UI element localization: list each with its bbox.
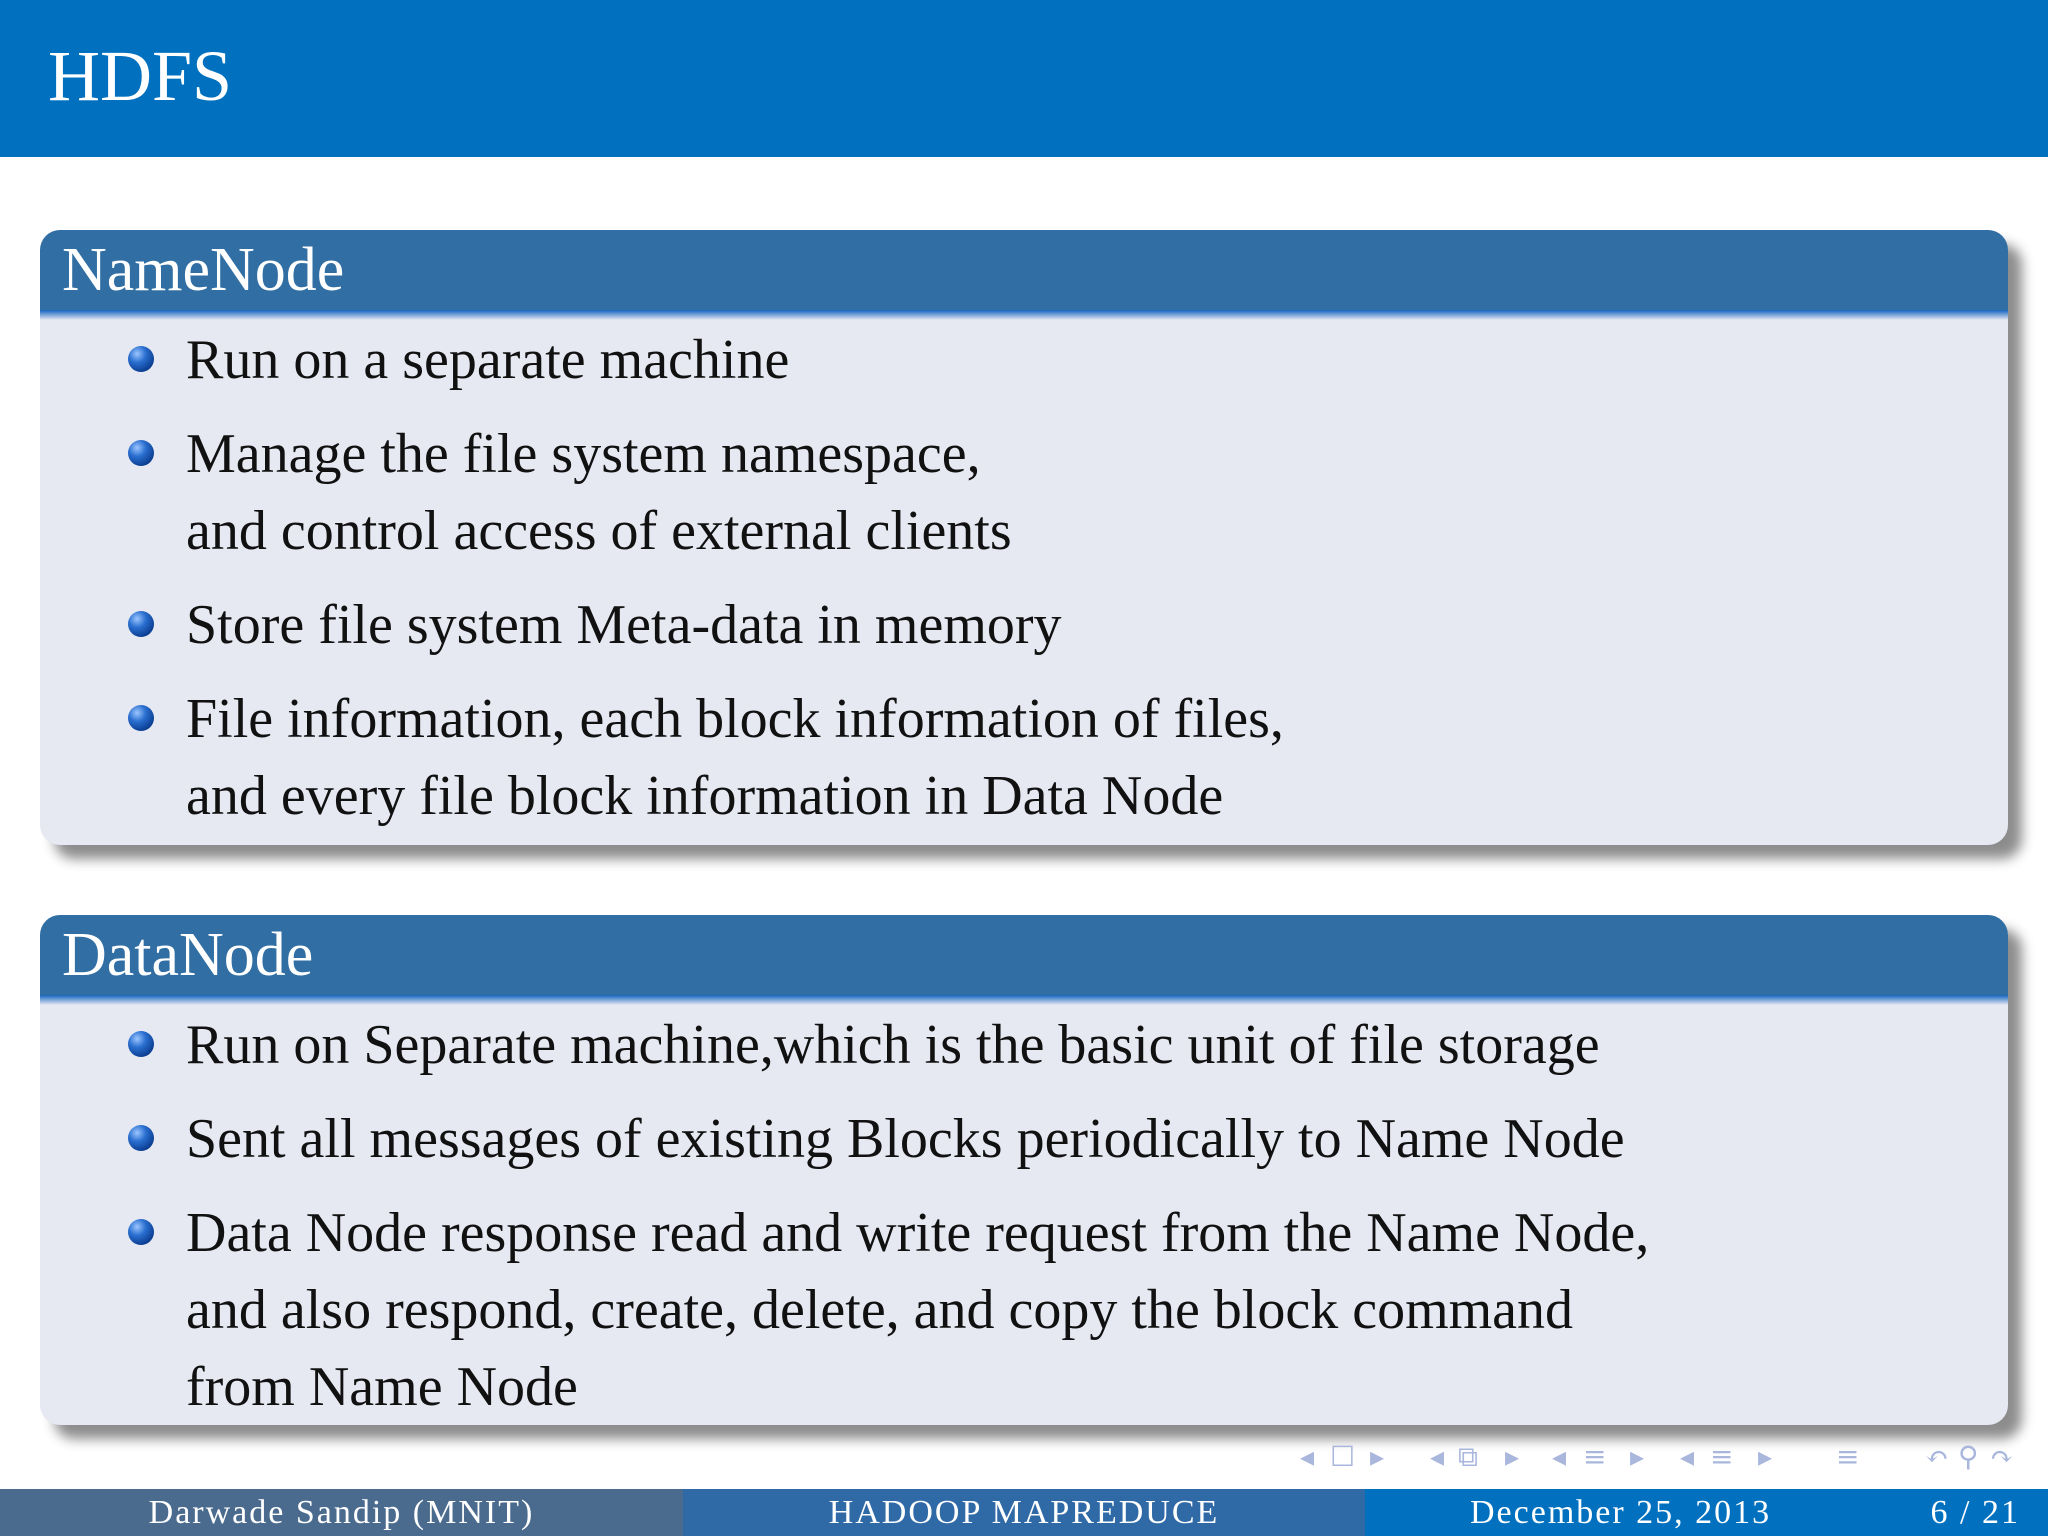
bullet-icon	[128, 440, 154, 466]
footer-title: HADOOP MAPREDUCE	[683, 1489, 1365, 1536]
page-number: 6 / 21	[1930, 1494, 2020, 1531]
back-icon[interactable]: ↶	[1925, 1440, 1949, 1473]
list-item	[40, 1195, 2008, 1426]
section-icon[interactable]: ≡	[1583, 1440, 1607, 1473]
block-title: NameNode	[62, 236, 345, 304]
search-icon[interactable]: ⚲	[1958, 1440, 1979, 1473]
bullet-icon	[128, 1125, 154, 1151]
list-item	[40, 416, 2008, 570]
slide-footer	[0, 1489, 2048, 1536]
slide-icon[interactable]: ≡	[1710, 1440, 1734, 1473]
item-text: Run on a separate machine	[186, 329, 790, 391]
footer-date-page	[1365, 1489, 2048, 1536]
bullet-icon	[128, 611, 154, 637]
prev-frame-icon[interactable]: ◂	[1300, 1440, 1315, 1473]
item-text: and also respond, create, delete, and copy the block command	[186, 1279, 1574, 1341]
item-text: File information, each block information of files,	[186, 688, 1284, 750]
slide-title-bar	[0, 0, 2048, 157]
bullet-icon	[128, 705, 154, 731]
block-title: DataNode	[62, 921, 314, 989]
namenode-block	[40, 230, 2008, 845]
block-header	[40, 915, 2008, 995]
forward-icon[interactable]: ↷	[1990, 1440, 2014, 1473]
bullet-icon	[128, 1219, 154, 1245]
next-subsection-icon[interactable]: ▸	[1505, 1440, 1520, 1473]
bullet-icon	[128, 346, 154, 372]
item-text: Data Node response read and write request from the Name Node,	[186, 1202, 1650, 1264]
subsection-icon[interactable]: ⧉	[1458, 1440, 1478, 1473]
item-text: from Name Node	[186, 1356, 578, 1418]
list-item	[40, 681, 2008, 835]
footer-author: Darwade Sandip (MNIT)	[0, 1489, 683, 1536]
prev-slide-icon[interactable]: ◂	[1680, 1440, 1695, 1473]
item-text: Run on Separate machine,which is the basic unit of file storage	[186, 1014, 1600, 1076]
footer-date: December 25, 2013	[1470, 1494, 1772, 1531]
prev-section-icon[interactable]: ◂	[1552, 1440, 1567, 1473]
item-text: and control access of external clients	[186, 500, 1012, 562]
next-section-icon[interactable]: ▸	[1630, 1440, 1645, 1473]
document-icon[interactable]: ≡	[1836, 1440, 1860, 1473]
list-item	[40, 322, 2008, 399]
next-frame-icon[interactable]: ▸	[1370, 1440, 1385, 1473]
item-text: Sent all messages of existing Blocks periodically to Name Node	[186, 1108, 1625, 1170]
bullet-icon	[128, 1031, 154, 1057]
item-text: Manage the file system namespace,	[186, 423, 981, 485]
frame-icon[interactable]: ☐	[1330, 1440, 1356, 1473]
prev-subsection-icon[interactable]: ◂	[1430, 1440, 1445, 1473]
block-header	[40, 230, 2008, 310]
item-text: and every file block information in Data Node	[186, 765, 1224, 827]
list-item	[40, 1101, 2008, 1178]
slide-title: HDFS	[48, 36, 233, 116]
list-item	[40, 1007, 2008, 1084]
item-text: Store file system Meta-data in memory	[186, 594, 1062, 656]
next-slide-icon[interactable]: ▸	[1758, 1440, 1773, 1473]
datanode-block	[40, 915, 2008, 1425]
list-item	[40, 587, 2008, 664]
